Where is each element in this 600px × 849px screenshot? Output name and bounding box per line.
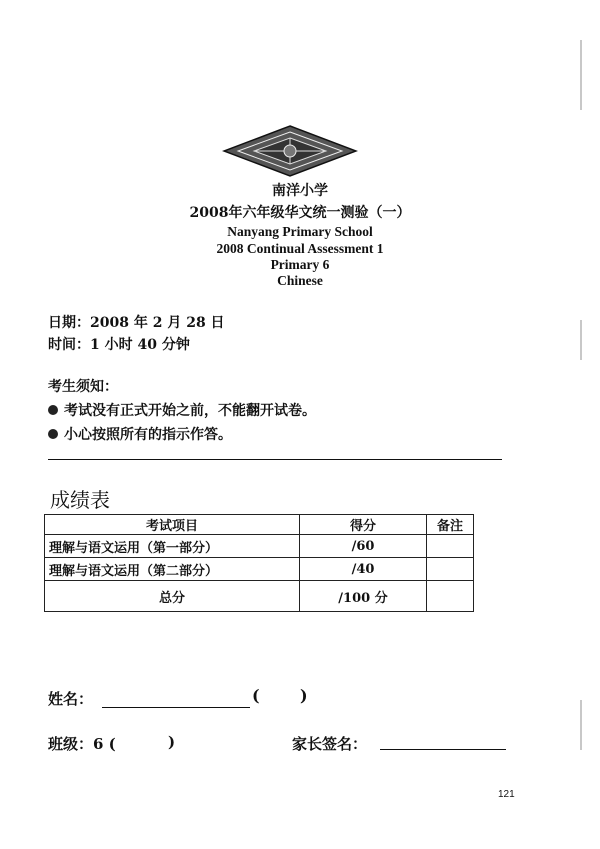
- school-logo: [222, 124, 358, 178]
- instruction-text: 小心按照所有的指示作答。: [64, 427, 232, 443]
- name-field[interactable]: [102, 707, 250, 708]
- bullet-icon: [48, 405, 58, 415]
- school-name-en: Nanyang Primary School: [227, 224, 373, 239]
- scan-edge-mark: [580, 40, 582, 110]
- row-score: /60: [300, 535, 427, 558]
- bullet-icon: [48, 429, 58, 439]
- scan-edge-mark: [580, 700, 582, 750]
- table-row: [45, 535, 474, 558]
- instructions-title: 考生须知：: [48, 379, 118, 395]
- table-row: [45, 558, 474, 581]
- table-header-row: [45, 515, 474, 535]
- row-score: /100 分: [300, 581, 427, 612]
- class-label: 班级：6 (: [48, 735, 116, 753]
- parent-signature-field[interactable]: [380, 749, 506, 750]
- level-en: Primary 6: [270, 257, 330, 272]
- school-name-cn: 南洋小学: [272, 183, 328, 199]
- table-row-total: [45, 581, 474, 612]
- scan-edge-mark: [580, 320, 582, 360]
- exam-title-cn: 2008年六年级华文统一测验（一）: [189, 205, 411, 221]
- row-score: /40: [300, 558, 427, 581]
- score-table: [44, 514, 474, 612]
- index-paren-close: ): [300, 686, 308, 705]
- header-score: 得分: [300, 515, 427, 535]
- row-item: 理解与语文运用（第一部分）: [45, 535, 300, 558]
- exam-duration: 时间：1 小时 40 分钟: [48, 337, 190, 353]
- row-remark: [427, 581, 474, 612]
- header-item: 考试项目: [45, 515, 300, 535]
- row-item: 总分: [45, 581, 300, 612]
- subject-en: Chinese: [277, 273, 323, 288]
- exam-title-en: 2008 Continual Assessment 1: [216, 241, 384, 256]
- row-remark: [427, 558, 474, 581]
- score-table-title: 成绩表: [50, 488, 110, 512]
- row-remark: [427, 535, 474, 558]
- name-label: 姓名：: [48, 690, 94, 708]
- instruction-item: [48, 400, 316, 420]
- header-remark: 备注: [427, 515, 474, 535]
- section-divider: [48, 459, 502, 460]
- class-paren-close: ): [168, 733, 176, 751]
- exam-date: 日期：2008 年 2 月 28 日: [48, 315, 225, 331]
- instruction-item: [48, 424, 232, 444]
- instruction-text: 考试没有正式开始之前，不能翻开试卷。: [64, 403, 316, 419]
- parent-signature-label: 家长签名：: [292, 735, 368, 753]
- index-paren-open: (: [252, 686, 260, 705]
- row-item: 理解与语文运用（第二部分）: [45, 558, 300, 581]
- page-mark: 121: [498, 789, 515, 800]
